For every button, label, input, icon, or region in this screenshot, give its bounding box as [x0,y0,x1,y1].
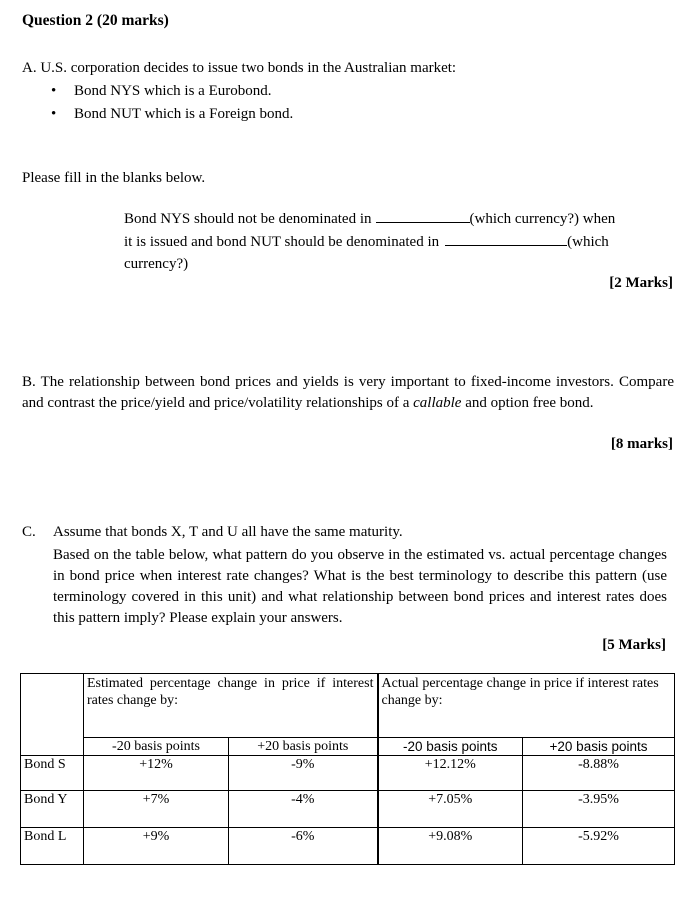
part-b-text [22,372,674,414]
fill-line-3: currency?) [124,256,189,272]
part-b-text-a: B. The relationship between bond prices and yields is very important to fixed-income investors. Compare and contrast the price/yield and price/volatility relationships of a [22,374,674,411]
bond-name-cell: Bond Y [21,791,84,828]
subheader-cell: +20 basis points [523,738,675,756]
fill-line-1 [124,209,680,229]
part-a-intro: A. U.S. corporation decides to issue two bonds in the Australian market: [22,60,457,76]
fill-text: (which [567,234,609,250]
estimated-header: Estimated percentage change in price if interest rates change by: [84,674,378,738]
subheader-cell: -20 basis points [84,738,229,756]
value-cell: +9.08% [378,828,523,865]
bullet-dot: • [51,106,57,122]
actual-header: Actual percentage change in price if interest rates change by: [378,674,675,738]
table-row [21,828,675,865]
table-row [21,791,675,828]
bullet-item [22,81,293,104]
part-a-bullet-list [22,81,293,127]
bullet-dot: • [51,83,57,99]
part-a-marks: [2 Marks] [609,275,673,291]
part-c-label: C. [22,524,36,540]
value-cell: -5.92% [523,828,675,865]
part-c-marks: [5 Marks] [602,637,666,653]
bond-name-cell: Bond S [21,756,84,791]
table-subheader-row [21,738,675,756]
value-cell: -6% [229,828,378,865]
part-c-paragraph: Based on the table below, what pattern do you observe in the estimated vs. actual percentage changes in bond price when interest rate changes? What is the best terminology to describe this pattern (use terminology covered in this unit) and what relationship between bond prices and interest rates does this pattern imply? Please explain your answers. [53,547,667,626]
table-row [21,756,675,791]
fill-text: (which currency?) when [469,211,616,227]
bullet-text: Bond NUT which is a Foreign bond. [74,106,294,122]
value-cell: -8.88% [523,756,675,791]
value-cell: +9% [84,828,229,865]
blank-currency-2[interactable] [445,233,567,246]
bond-price-table [20,673,675,865]
value-cell: -9% [229,756,378,791]
part-a-instruction: Please fill in the blanks below. [22,170,206,186]
blank-currency-1[interactable] [376,210,470,223]
part-b-marks: [8 marks] [610,436,673,452]
part-b-text-b: and option free bond. [461,395,594,411]
value-cell: +12.12% [378,756,523,791]
value-cell: +12% [84,756,229,791]
part-b-italic: callable [413,395,462,411]
fill-text: it is issued and bond NUT should be denominated in [124,234,440,250]
bullet-item [22,104,293,127]
bond-name-cell: Bond L [21,828,84,865]
value-cell: +7.05% [378,791,523,828]
value-cell: +7% [84,791,229,828]
fill-text: Bond NYS should not be denominated in [124,211,372,227]
part-c-line1: Assume that bonds X, T and U all have the same maturity. [53,524,403,540]
table-corner-cell [21,674,84,756]
value-cell: -3.95% [523,791,675,828]
subheader-cell: +20 basis points [229,738,378,756]
value-cell: -4% [229,791,378,828]
subheader-cell: -20 basis points [378,738,523,756]
fill-line-2 [124,232,680,252]
bullet-text: Bond NYS which is a Eurobond. [74,83,272,99]
table-header-row [21,674,675,738]
question-title: Question 2 (20 marks) [22,12,169,29]
